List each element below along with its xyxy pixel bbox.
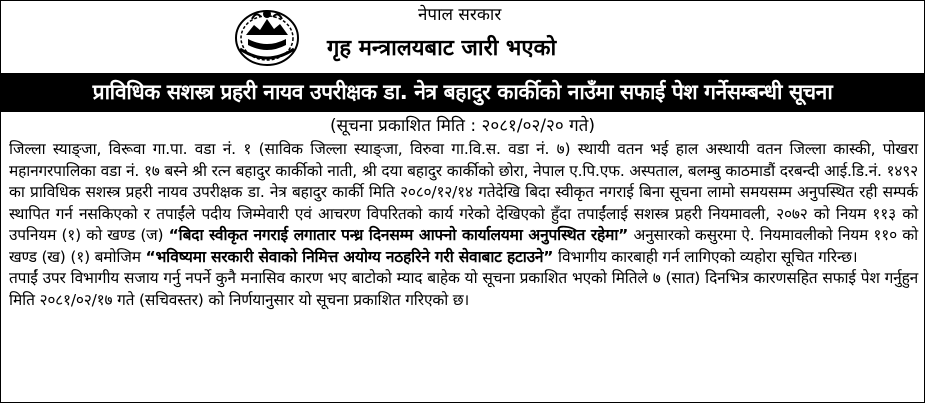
notice-title: प्राविधिक सशस्त्र प्रहरी नायव उपरीक्षक डा. नेत्र बहादुर कार्कीको नाउँमा सफाई पेश गर्नेसम्बन्धी सूचना [1, 73, 924, 112]
published-date: (सूचना प्रकाशित मिति : २०८१/०२/२० गते) [329, 116, 596, 136]
government-label: नेपाल सरकार [418, 5, 502, 25]
ministry-label: गृह मन्त्रालयबाट जारी भएको [327, 36, 557, 61]
government-emblem-icon [234, 5, 300, 67]
paragraph-2: तपाईं उपर विभागीय सजाय गर्नु नपर्ने कुनै मनासिव कारण भए बाटोको म्याद बाहेक यो सूचना प्रकाशित भएको मितिले ७ (सात) दिनभित्र कारणसहित सफाई पेश गर्नुहुन मिति २०८१/०२/१७ गते (सचिवस्तर) को निर्णयानुसार यो सूचना प्रकाशित गरिएको छ। [9, 269, 918, 309]
paragraph-1-text-cont: अनुसारको कसुरमा ऐ. नियमावलीको नियम ११० को खण्ड (ख) (१) बमोजिम [9, 226, 918, 266]
paragraph-1-quote-absence: “बिदा स्वीकृत नगराई लगातार पन्ध्र दिनसम्म आफ्नो कार्यालयमा अनुपस्थित रहेमा” [168, 226, 629, 244]
notice-header [1, 1, 924, 71]
paragraph-1 [9, 140, 918, 266]
paragraph-1-text: जिल्ला स्याङ्जा, विरूवा गा.पा. वडा नं. १ (साविक जिल्ला स्याङ्जा, विरुवा गा.वि.स. वडा नं. ७) स्थायी वतन भई हाल अस्थायी वतन जिल्ला कास्की, पोखरा महानगरपालिका वडा नं. १७ बस्ने श्री रत्न बहादुर कार्कीको नाती, श्री दया बहादुर कार्कीको छोरा, नेपाल ए.पि.एफ. अस्पताल, बलम्बु काठमाडौं दरबन्दी आई.डि.नं. १४९२ का प्राविधिक सशस्त्र प्रहरी नायव उपरीक्षक डा. नेत्र बहादुर कार्की मिति २०८०/१२/१४ गतेदेखि बिदा स्वीकृत नगराई बिना सूचना लामो समयसम्म अनुपस्थित रही सम्पर्क स्थापित गर्न नसकिएको र तपाईंले पदीय जिम्मेवारी एवं आचरण विपरितको कार्य गरेको देखिएको हुँदा तपाईंलाई सशस्त्र प्रहरी नियमावली, २०७२ को नियम ११३ को उपनियम (१) को खण्ड (ज) [9, 140, 918, 244]
paragraph-1-quote-penalty: “भविष्यमा सरकारी सेवाको निमित्त अयोग्य नठहरिने गरी सेवाबाट हटाउने” [145, 247, 554, 266]
paragraph-1-text-end: विभागीय कारबाही गर्न लागिएको व्यहोरा सूचित गरिन्छ। [553, 247, 858, 266]
notice-body [9, 139, 918, 311]
